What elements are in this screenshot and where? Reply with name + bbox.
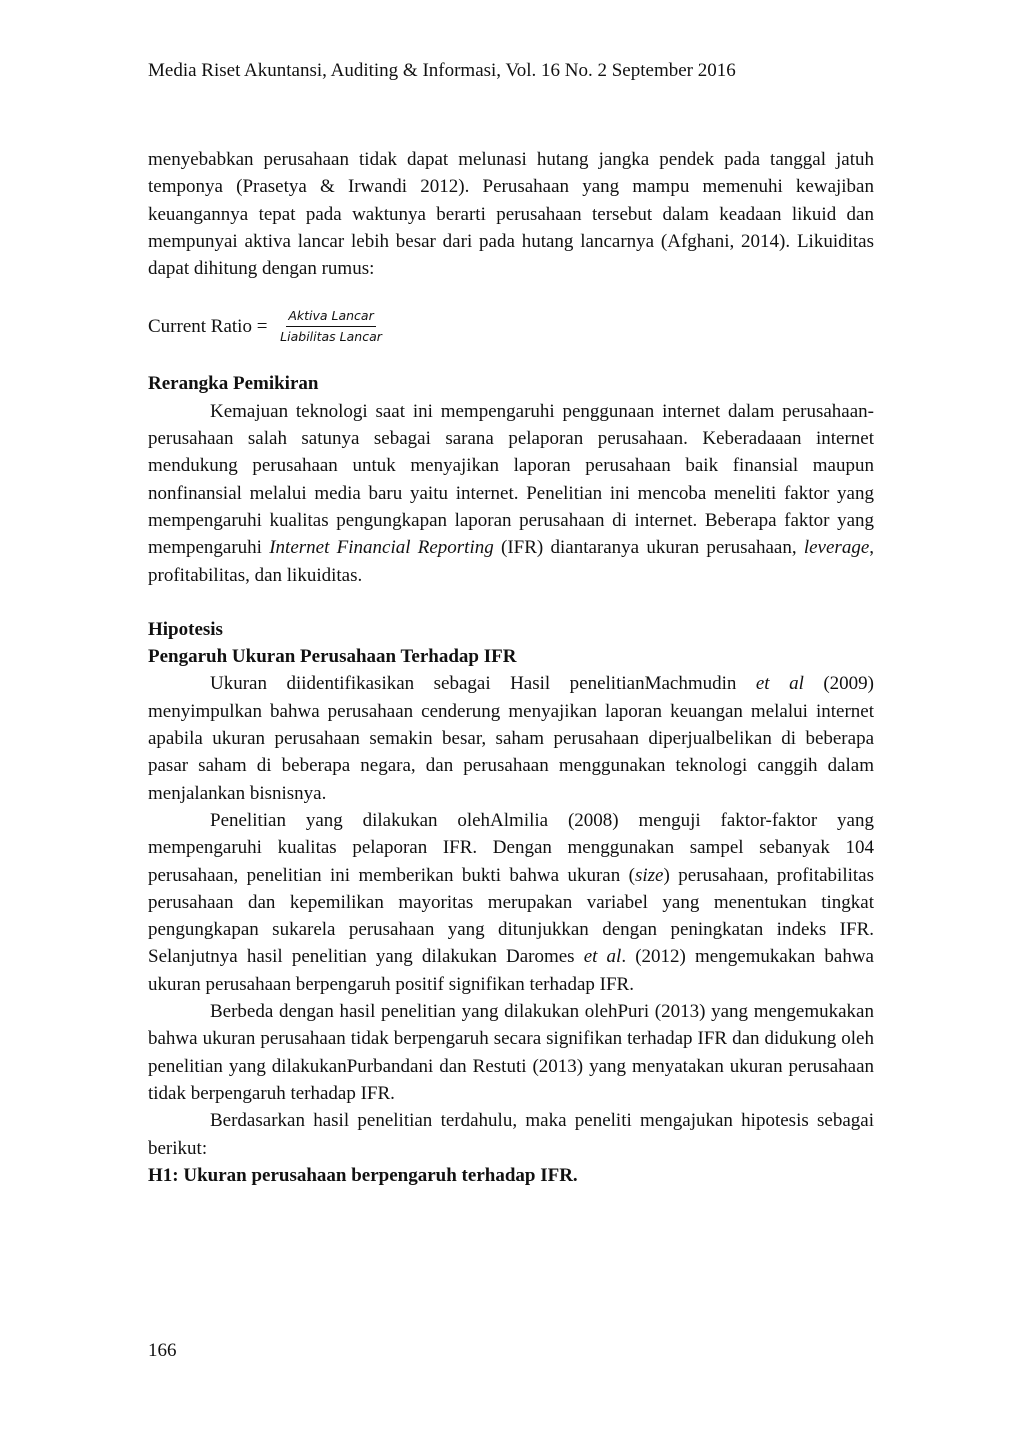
formula-denominator: Liabilitas Lancar <box>280 329 382 345</box>
section-heading-rerangka: Rerangka Pemikiran <box>148 373 319 395</box>
formula-label: Current Ratio = <box>148 316 273 338</box>
p2-text-2: ) perusahaan, profitabilitas perusahaan dan kepemilikan mayoritas merupakan variabel yang menentukan tingkat pengungkapan sukarela perusahaan yang ditunjukkan dengan peningkatan indeks IFR. Selanjutnya hasil penelitian yang dilakukan Daromes <box>148 864 874 968</box>
rerangka-text-1: Kemajuan teknologi saat ini mempengaruhi penggunaan internet dalam perusahaan-perusahaan salah satunya sebagai sarana pelaporan perusahaan. Keberadaaan internet mendukung perusahaan untuk menyajikan laporan perusahaan baik finansial maupun nonfinansial melalui media baru yaitu internet. Penelitian ini mencoba meneliti faktor yang mempengaruhi kualitas pengungkapan laporan perusahaan di internet. Beberapa faktor yang mempengaruhi <box>148 400 874 559</box>
current-ratio-formula <box>148 306 874 347</box>
rerangka-text-2: (IFR) diantaranya ukuran perusahaan, <box>493 537 804 559</box>
subsection-heading-ukuran: Pengaruh Ukuran Perusahaan Terhadap IFR <box>148 646 517 668</box>
rerangka-text-3: , profitabilitas, dan likuiditas. <box>148 537 874 586</box>
formula-fraction <box>278 306 384 347</box>
spacer <box>148 589 874 616</box>
p2-italic-etal: et al <box>583 946 622 968</box>
p1-text-1: Ukuran diidentifikasikan sebagai Hasil penelitianMachmudin <box>210 673 756 695</box>
formula-numerator: Aktiva Lancar <box>286 306 375 327</box>
hipotesis-paragraph-4: Berdasarkan hasil penelitian terdahulu, maka peneliti mengajukan hipotesis sebagai berikut: <box>148 1110 874 1159</box>
hypothesis-h1: H1: Ukuran perusahaan berpengaruh terhadap IFR. <box>148 1164 578 1186</box>
intro-paragraph: menyebabkan perusahaan tidak dapat melunasi hutang jangka pendek pada tanggal jatuh temponya (Prasetya & Irwandi 2012). Perusahaan yang mampu memenuhi kewajiban keuangannya tepat pada waktunya berarti perusahaan tersebut dalam keadaan likuid dan mempunyai aktiva lancar lebih besar dari pada hutang lancarnya (Afghani, 2014). Likuiditas dapat dihitung dengan rumus: <box>148 149 874 280</box>
hipotesis-paragraph-3: Berbeda dengan hasil penelitian yang dilakukan olehPuri (2013) yang mengemukakan bahwa ukuran perusahaan tidak berpengaruh secara signifikan terhadap IFR dan didukung oleh penelitian yang dilakukanPurbandani dan Restuti (2013) yang menyatakan ukuran perusahaan tidak berpengaruh terhadap IFR. <box>148 1001 874 1104</box>
rerangka-italic-leverage: leverage <box>803 537 870 559</box>
rerangka-italic-ifr: Internet Financial Reporting <box>269 537 494 559</box>
page-body <box>148 146 874 1189</box>
running-header: Media Riset Akuntansi, Auditing & Informasi, Vol. 16 No. 2 September 2016 <box>148 60 736 81</box>
hipotesis-paragraph-1 <box>148 670 874 806</box>
page-number: 166 <box>148 1340 177 1361</box>
p2-text-3: . (2012) mengemukakan bahwa ukuran perusahaan berpengaruh positif signifikan terhadap IFR. <box>148 946 874 995</box>
section-heading-hipotesis: Hipotesis <box>148 618 223 640</box>
p2-italic-size: size <box>634 864 664 886</box>
rerangka-paragraph <box>148 398 874 589</box>
hipotesis-paragraph-2 <box>148 807 874 998</box>
p1-italic-etal: et al <box>755 673 804 695</box>
p2-text-1: Penelitian yang dilakukan olehAlmilia (2008) menguji faktor-faktor yang mempengaruhi kualitas pelaporan IFR. Dengan menggunakan sampel sebanyak 104 perusahaan, penelitian ini memberikan bukti bahwa ukuran ( <box>148 809 874 886</box>
p1-text-2: (2009) menyimpulkan bahwa perusahaan cenderung menyajikan laporan keuangan melalui internet apabila ukuran perusahaan semakin besar, saham perusahaan diperjualbelikan di beberapa pasar saham di beberapa negara, dan perusahaan menggunakan teknologi canggih dalam menjalankan bisnisnya. <box>148 673 874 804</box>
